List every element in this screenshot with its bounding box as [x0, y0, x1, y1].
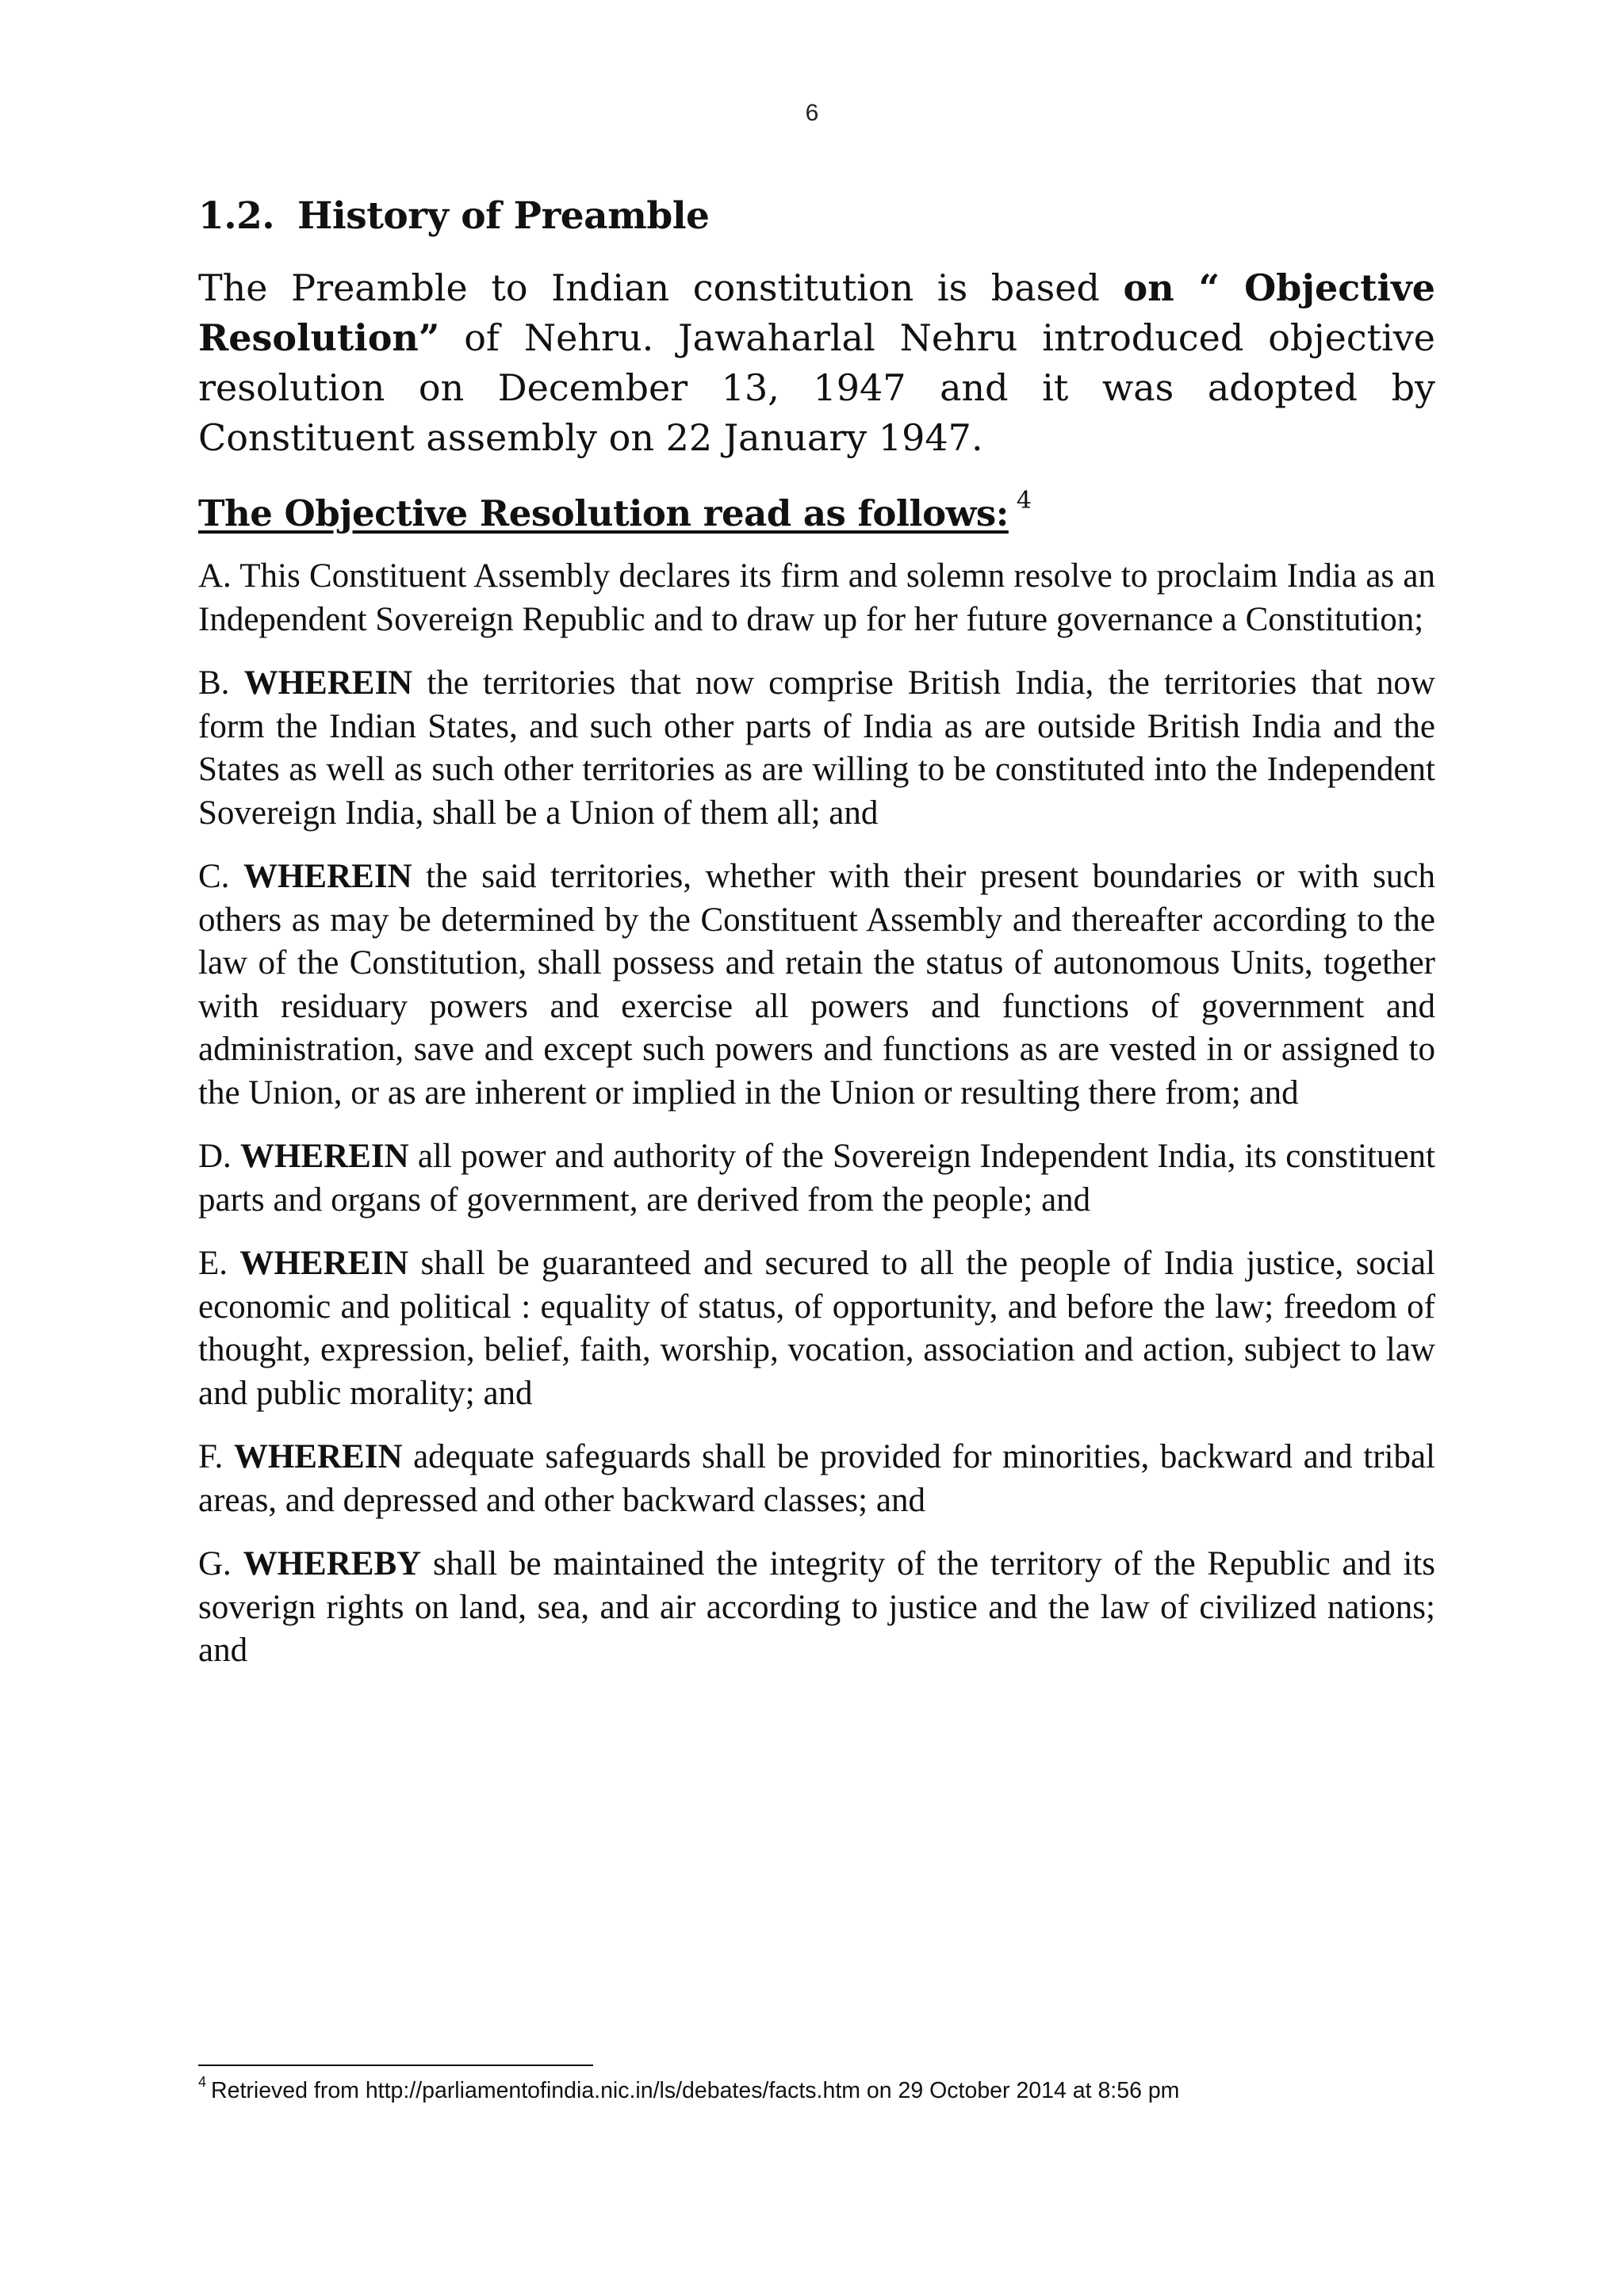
section-number: 1.2. [198, 194, 275, 238]
section-heading [198, 194, 1435, 238]
clause-letter: F. [198, 1438, 224, 1475]
clause-text: shall be maintained the integrity of the territory of the Republic and its soverign rights on land, sea, and air according to justice and the law of civilized nations; and [198, 1545, 1436, 1669]
intro-bold-phrase: on “ Objective Resolution” [198, 266, 1435, 359]
clause-text: the said territories, whether with their present boundaries or with such others as may be determined by the Constituent Assembly and thereafter according to the law of the Constitution, shall possess and retain the status of autonomous Units, together with residuary powers and exercise all powers and functions of government and administration, save and except such powers and functions as are vested in or assigned to the Union, or as are inherent or implied in the Union or resulting there from; and [198, 858, 1435, 1112]
clause-b [198, 662, 1435, 835]
clause-text: adequate safeguards shall be provided for minorities, backward and tribal areas, and depressed and other backward classes; and [198, 1438, 1436, 1519]
footnote-divider [198, 2064, 593, 2066]
clause-c [198, 855, 1435, 1115]
clause-keyword: WHEREIN [243, 664, 413, 702]
clause-letter: E. [198, 1245, 228, 1282]
clause-g [198, 1543, 1435, 1673]
clause-keyword: WHEREIN [239, 1245, 409, 1282]
clause-e [198, 1242, 1435, 1415]
clause-keyword: WHEREIN [243, 858, 412, 895]
clause-keyword: WHEREIN [240, 1138, 409, 1175]
clause-keyword: WHEREBY [243, 1545, 422, 1582]
footnote-text: Retrieved from http://parliamentofindia.nic.in/ls/debates/facts.htm on 29 October 2014 at 8:56 pm [211, 2078, 1180, 2103]
clause-letter: A. [198, 557, 232, 595]
clause-a [198, 555, 1435, 641]
resolution-heading [198, 487, 1435, 534]
resolution-heading-text: The Objective Resolution read as follows: [198, 492, 1009, 534]
section-title: History of Preamble [297, 194, 710, 238]
footnote-marker: 4 [198, 2074, 207, 2090]
footnote [198, 2074, 1467, 2104]
clause-text: all power and authority of the Sovereign Independent India, its constituent parts and organs of government, are derived from the people; and [198, 1138, 1436, 1219]
page-number: 6 [805, 100, 819, 126]
footnote-reference: 4 [1016, 487, 1032, 515]
clause-list [198, 555, 1435, 1673]
clause-letter: C. [198, 858, 230, 895]
clause-d [198, 1135, 1435, 1222]
intro-paragraph [198, 263, 1435, 463]
clause-f [198, 1436, 1435, 1522]
clause-text: This Constituent Assembly declares its firm and solemn resolve to proclaim India as an Independent Sovereign Republic and to draw up for her future governance a Constitution; [198, 557, 1435, 638]
clause-text: shall be guaranteed and secured to all the people of India justice, social economic and political : equality of status, of opportunity, and before the law; freedom of thought, expression, belief, faith, worship, vocation, association and action, subject to law and public morality; and [198, 1245, 1435, 1412]
clause-letter: G. [198, 1545, 232, 1582]
clause-letter: D. [198, 1138, 232, 1175]
page-content [198, 194, 1435, 1693]
clause-keyword: WHEREIN [233, 1438, 403, 1475]
clause-letter: B. [198, 664, 230, 702]
clause-text: the territories that now comprise British India, the territories that now form the Indian States, and such other parts of India as are outside British India and the States as well as such other territories as are willing to be constituted into the Independent Sovereign India, shall be a Union of them all; and [198, 664, 1435, 832]
intro-text-end: of Nehru. Jawaharlal Nehru introduced objective resolution on December 13, 1947 and it was adopted by Constituent assembly on 22 January 1947. [198, 316, 1435, 459]
intro-text-start: The Preamble to Indian constitution is based [198, 266, 1124, 309]
